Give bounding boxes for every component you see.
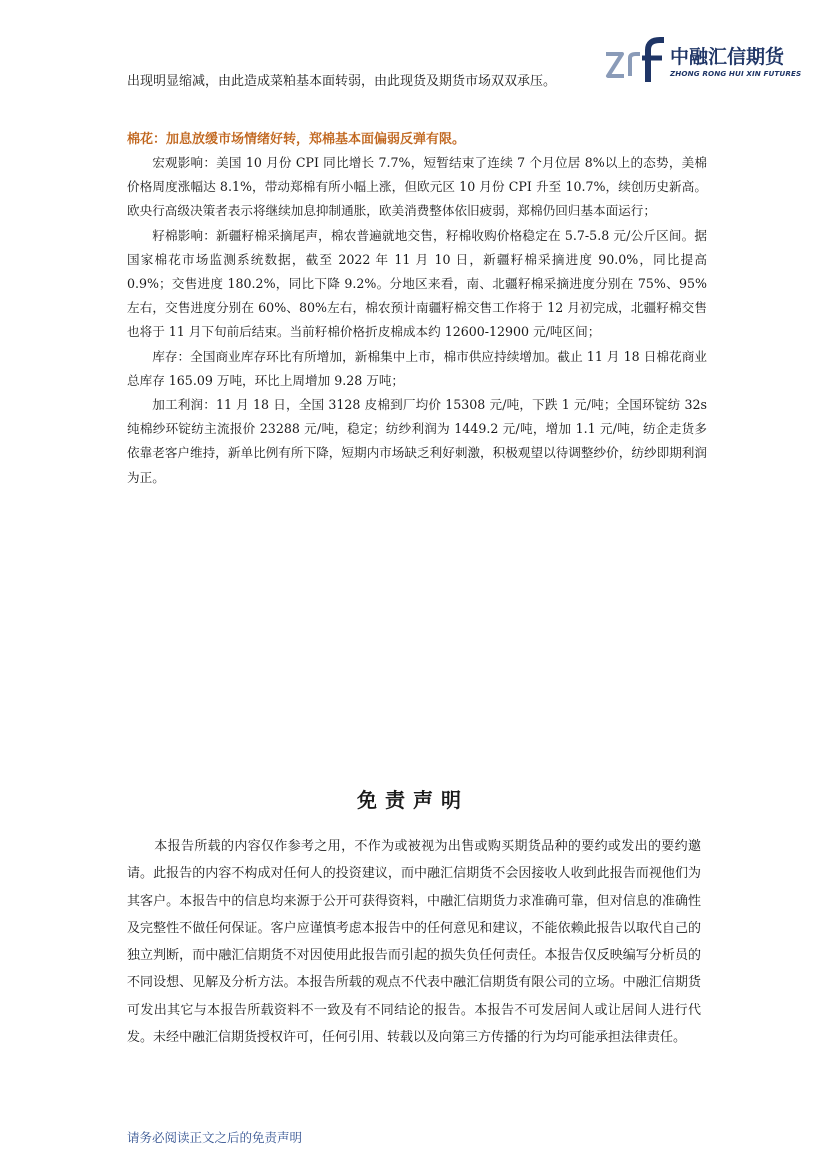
inventory-paragraph: 库存：全国商业库存环比有所增加，新棉集中上市，棉市供应持续增加。截止 11 月 18 日棉花商业总库存 165.09 万吨，环比上周增加 9.28 万吨； [127, 348, 707, 388]
processing-profit-paragraph: 加工利润：11 月 18 日，全国 3128 皮棉到厂均价 15308 元/吨，下跌 1 元/吨；全国环锭纺 32s 纯棉纱环锭纺主流报价 23288 元/吨，稳定；纺纱利润为 1449.2 元/吨，增加 1.1 元/吨，纺企走货多依靠老客户维持，新单比例有所下降，短期内市场缺乏利好刺激，积极观望以待调整纱价，纺纱即期利润为正。 [127, 397, 707, 485]
logo-name-en: ZHONG RONG HUI XIN FUTURES [670, 69, 802, 78]
zrf-logo-icon [604, 36, 666, 84]
cotton-section-body [127, 151, 707, 490]
seed-cotton-paragraph: 籽棉影响：新疆籽棉采摘尾声，棉农普遍就地交售，籽棉收购价格稳定在 5.7-5.8 元/公斤区间。据国家棉花市场监测系统数据，截至 2022 年 11 月 10 日，新疆籽棉采摘进度 90.0%，同比提高 0.9%；交售进度 180.2%，同比下降 9.2%。分地区来看，南、北疆籽棉采摘进度分别在 75%、95%左右，交售进度分别在 60%、80%左右，棉农预计南疆籽棉交售工作将于 12 月初完成，北疆籽棉交售也将于 11 月下旬前后结束。当前籽棉价格折皮棉成本约 12600-12900 元/吨区间； [127, 227, 707, 340]
macro-paragraph: 宏观影响：美国 10 月份 CPI 同比增长 7.7%，短暂结束了连续 7 个月位居 8%以上的态势，美棉价格周度涨幅达 8.1%，带动郑棉有所小幅上涨，但欧元区 10 月份 CPI 升至 10.7%，续创历史新高。欧央行高级决策者表示将继续加息抑制通胀，欧美消费整体依旧疲弱，郑棉仍回归基本面运行； [127, 155, 707, 219]
disclaimer-text: 本报告所载的内容仅作参考之用，不作为或被视为出售或购买期货品种的要约或发出的要约邀请。此报告的内容不构成对任何人的投资建议，而中融汇信期货不会因接收人收到此报告而视他们为其客户。本报告中的信息均来源于公开可获得资料，中融汇信期货力求准确可靠，但对信息的准确性及完整性不做任何保证。客户应谨慎考虑本报告中的任何意见和建议，不能依赖此报告以取代自己的独立判断，而中融汇信期货不对因使用此报告而引起的损失负任何责任。本报告仅反映编写分析员的不同设想、见解及分析方法。本报告所载的观点不代表中融汇信期货有限公司的立场。中融汇信期货可发出其它与本报告所载资料不一致及有不同结论的报告。本报告不可发居间人或让居间人进行代发。未经中融汇信期货授权许可，任何引用、转载以及向第三方传播的行为均可能承担法律责任。 [127, 839, 701, 1046]
company-logo [604, 36, 800, 86]
cotton-section-heading: 棉花：加息放缓市场情绪好转，郑棉基本面偏弱反弹有限。 [127, 132, 466, 147]
disclaimer-title: 免责声明 [357, 788, 469, 812]
footer-note: 请务必阅读正文之后的免责声明 [127, 1130, 303, 1145]
continued-text-line: 出现明显缩减，由此造成菜粕基本面转弱，由此现货及期货市场双双承压。 [127, 74, 557, 89]
logo-name-cn: 中融汇信期货 [670, 46, 785, 68]
